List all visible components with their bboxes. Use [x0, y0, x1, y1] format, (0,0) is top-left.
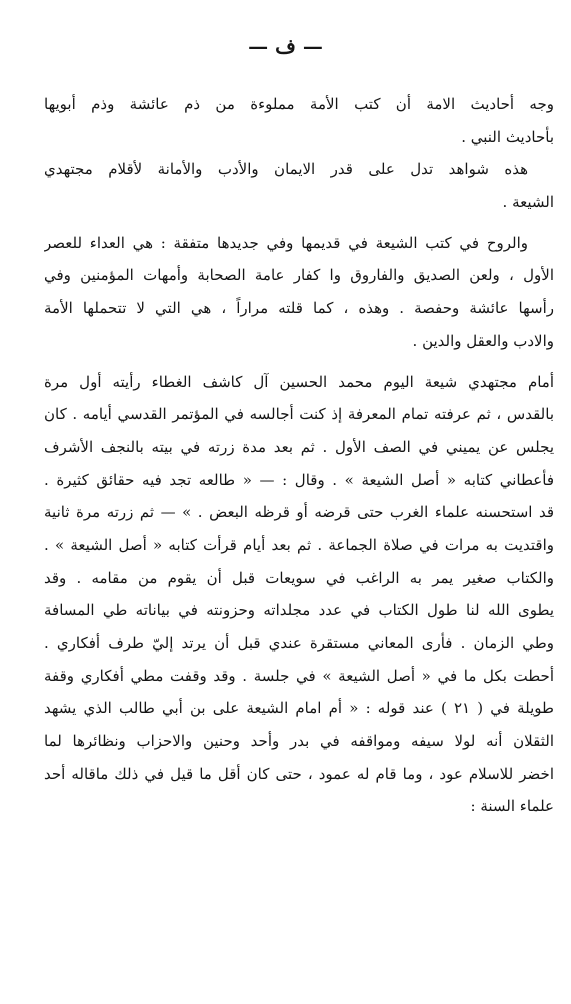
text-line: والادب والعقل والدين . [412, 331, 554, 350]
text-line: أمام مجتهدي شيعة اليوم محمد الحسين آل كاشف الغطاء رأيته أول مرة [44, 372, 554, 391]
paragraph-gap [44, 358, 554, 366]
text-line: والروح في كتب الشيعة في قديمها وفي جديدها متفقة : هي العداء للعصر [44, 233, 528, 252]
page-number-header: — ف — [248, 34, 323, 58]
text-line: واقتديت به مرات في صلاة الجماعة . ثم بعد أيام قرأت كتابه « أصل الشيعة » . [44, 535, 554, 554]
paragraph [44, 227, 554, 358]
text-line: اخضر للاسلام عود ، وما قام له عمود ، حتى كان أقل ما قيل في ذلك ماقاله أحد [44, 764, 554, 783]
text-line: الشيعة . [502, 193, 554, 212]
paragraph-gap [44, 219, 554, 227]
text-line: والكتاب صغير يمر به الراغب في سويعات قبل أن يقوم من مقامه . وقد [44, 568, 554, 587]
text-line: هذه شواهد تدل على قدر الايمان والأدب والأمانة لأقلام مجتهدي [44, 160, 528, 179]
paragraph [44, 153, 554, 218]
text-line: يجلس عن يميني في الصف الأول . ثم بعد مدة زرته في بيته بالنجف الأشرف [44, 437, 554, 456]
text-line: الثقلان أنه لولا سيفه ومواقفه في بدر وأحد وحنين والاحزاب ونظائرها لما [44, 732, 554, 751]
text-line: بالقدس ، ثم عرفته تمام المعرفة إذ كنت أجالسه في المؤتمر القدسي أيامه . كان [44, 405, 554, 424]
paragraph [44, 366, 554, 824]
text-line: وطي الزمان . فأرى المعاني مستقرة عندي قبل أن يرتد إليّ طرف أفكاري . [44, 634, 554, 652]
text-line: طويلة في ( ٢١ ) عند قوله : « أم امام الشيعة على بن أبي طالب الذي يشهد [44, 699, 554, 718]
text-line: فأعطاني كتابه « أصل الشيعة » . وقال : — « طالعه تجد فيه حقائق كثيرة . [44, 470, 554, 489]
text-line: علماء السنة : [470, 797, 554, 816]
text-line: وجه أحاديث الامة أن كتب الأمة مملوءة من ذم عائشة وذم أبويها [44, 95, 554, 113]
paragraph [44, 88, 554, 153]
text-line: قد استحسنه علماء الغرب حتى قرضه أو قرظه البعض . » — ثم زرته مرة ثانية [44, 503, 554, 522]
text-line: رأسها عائشة وحفصة . وهذه ، كما قلته مراراً ، هي التي لا تتحملها الأمة [44, 299, 554, 318]
text-line: أحطت بكل ما في « أصل الشيعة » في جلسة . وقد وقفت مطي أفكاري وقفة [44, 666, 554, 685]
text-line: الأول ، ولعن الصديق والفاروق وا كفار عامة الصحابة وأمهات المؤمنين وفي [44, 266, 554, 285]
text-line: يطوى الله لنا طول الكتاب في عدد مجلداته وحزونته في بياناته طي المسافة [44, 601, 554, 620]
document-body [44, 88, 554, 823]
text-line: بأحاديث النبي . [461, 127, 554, 146]
